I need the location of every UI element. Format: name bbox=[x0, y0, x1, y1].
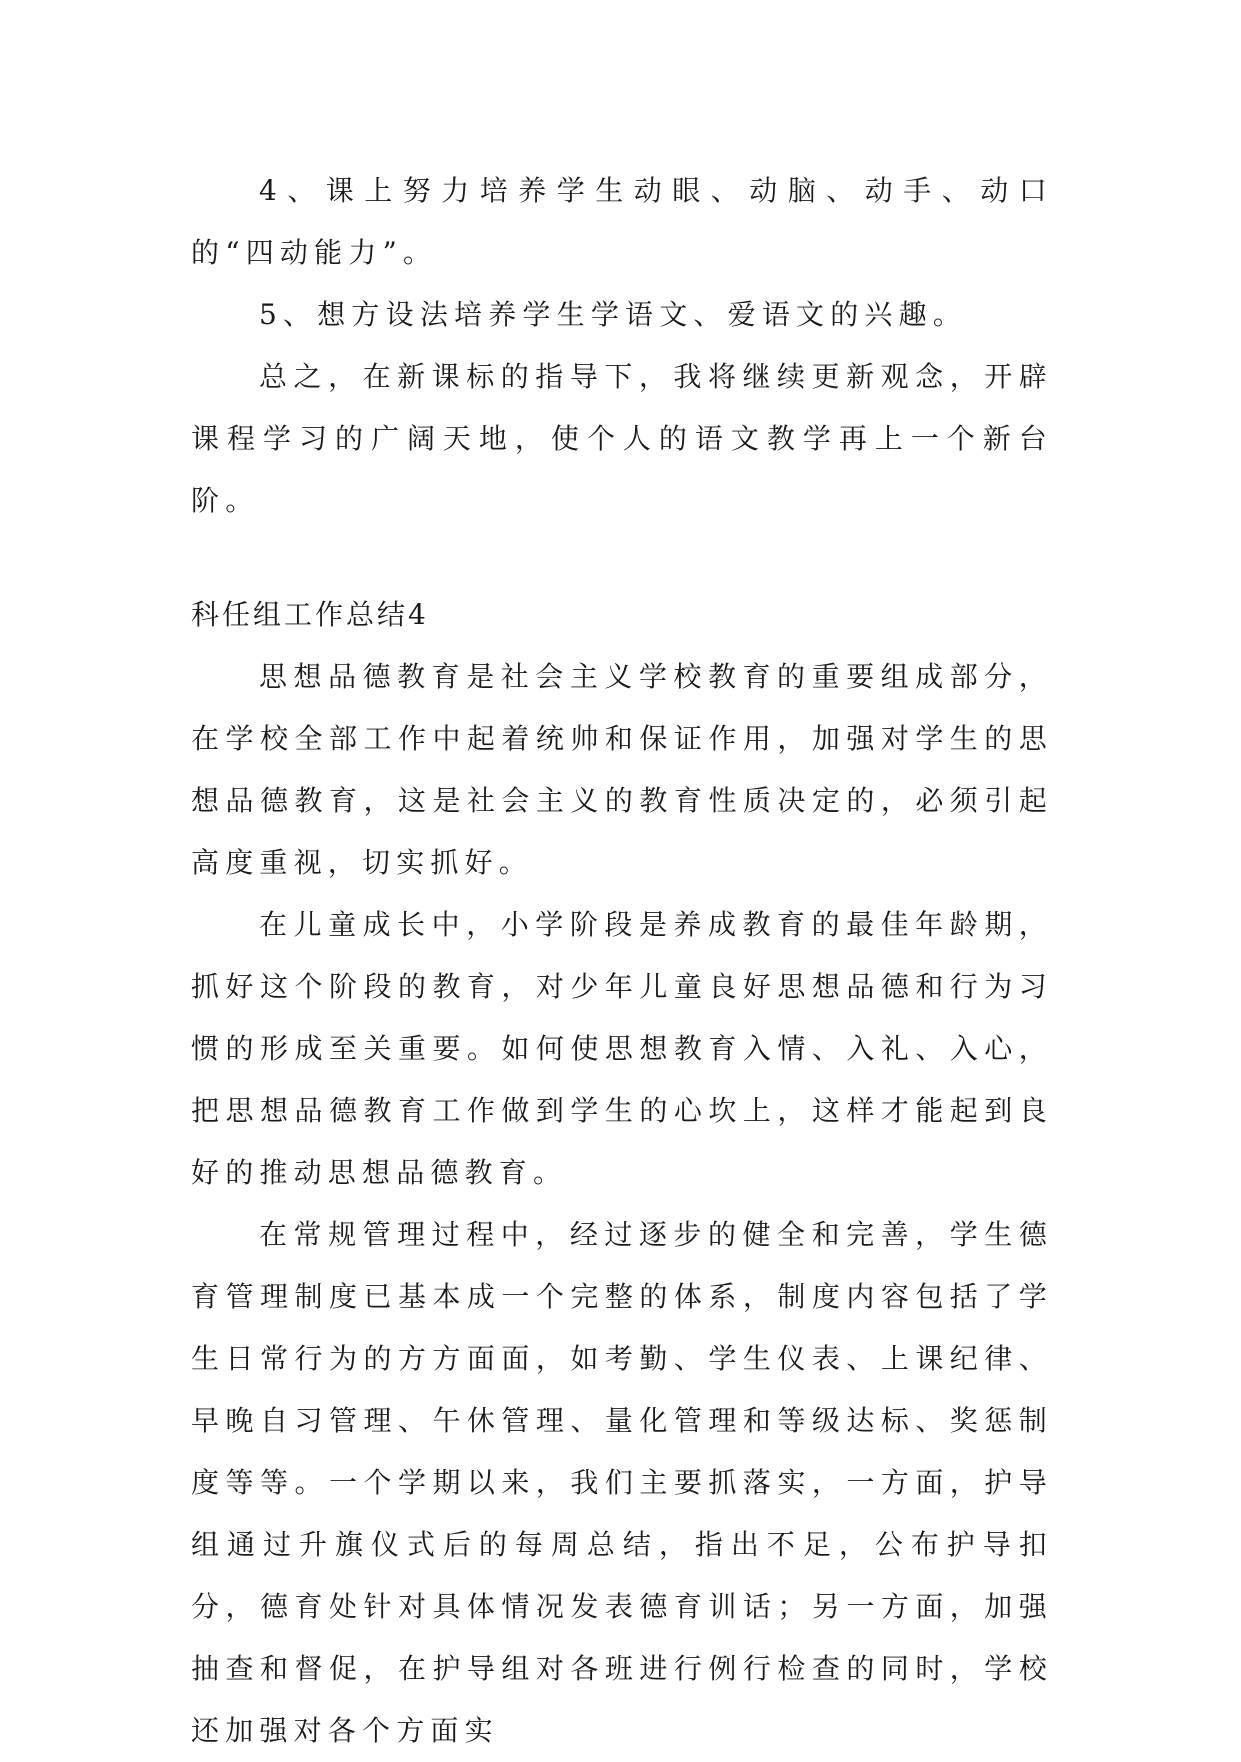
paragraph-routine-management: 在常规管理过程中，经过逐步的健全和完善，学生德育管理制度已基本成一个完整的体系，制度内容包括了学生日常行为的方方面面，如考勤、学生仪表、上课纪律、早晚自习管理、午休管理、量化管理和等级达标、奖惩制度等等。一个学期以来，我们主要抓落实，一方面，护导组通过升旗仪式后的每周总结，指出不足，公布护导扣分，德育处针对具体情况发表德育训话；另一方面，加强抽查和督促，在护导组对各班进行例行检查的同时，学校还加强对各个方面实 bbox=[191, 1218, 1053, 1747]
section-title: 科任组工作总结4 bbox=[191, 598, 429, 631]
paragraph-item-4: 4、课上努力培养学生动眼、动脑、动手、动口的“四动能力”。 bbox=[191, 174, 1053, 269]
document-body bbox=[191, 160, 1053, 1762]
paragraph-child-growth: 在儿童成长中，小学阶段是养成教育的最佳年龄期，抓好这个阶段的教育，对少年儿童良好思想品德和行为习惯的形成至关重要。如何使思想教育入情、入礼、入心，把思想品德教育工作做到学生的心坎上，这样才能起到良好的推动思想品德教育。 bbox=[191, 908, 1053, 1189]
paragraph-item-5: 5、想方设法培养学生学语文、爱语文的兴趣。 bbox=[259, 298, 968, 331]
paragraph-summary: 总之，在新课标的指导下，我将继续更新观念，开辟课程学习的广阔天地，使个人的语文教学再上一个新台阶。 bbox=[191, 360, 1053, 517]
paragraph-moral-education: 思想品德教育是社会主义学校教育的重要组成部分，在学校全部工作中起着统帅和保证作用，加强对学生的思想品德教育，这是社会主义的教育性质决定的，必须引起高度重视，切实抓好。 bbox=[191, 660, 1053, 879]
